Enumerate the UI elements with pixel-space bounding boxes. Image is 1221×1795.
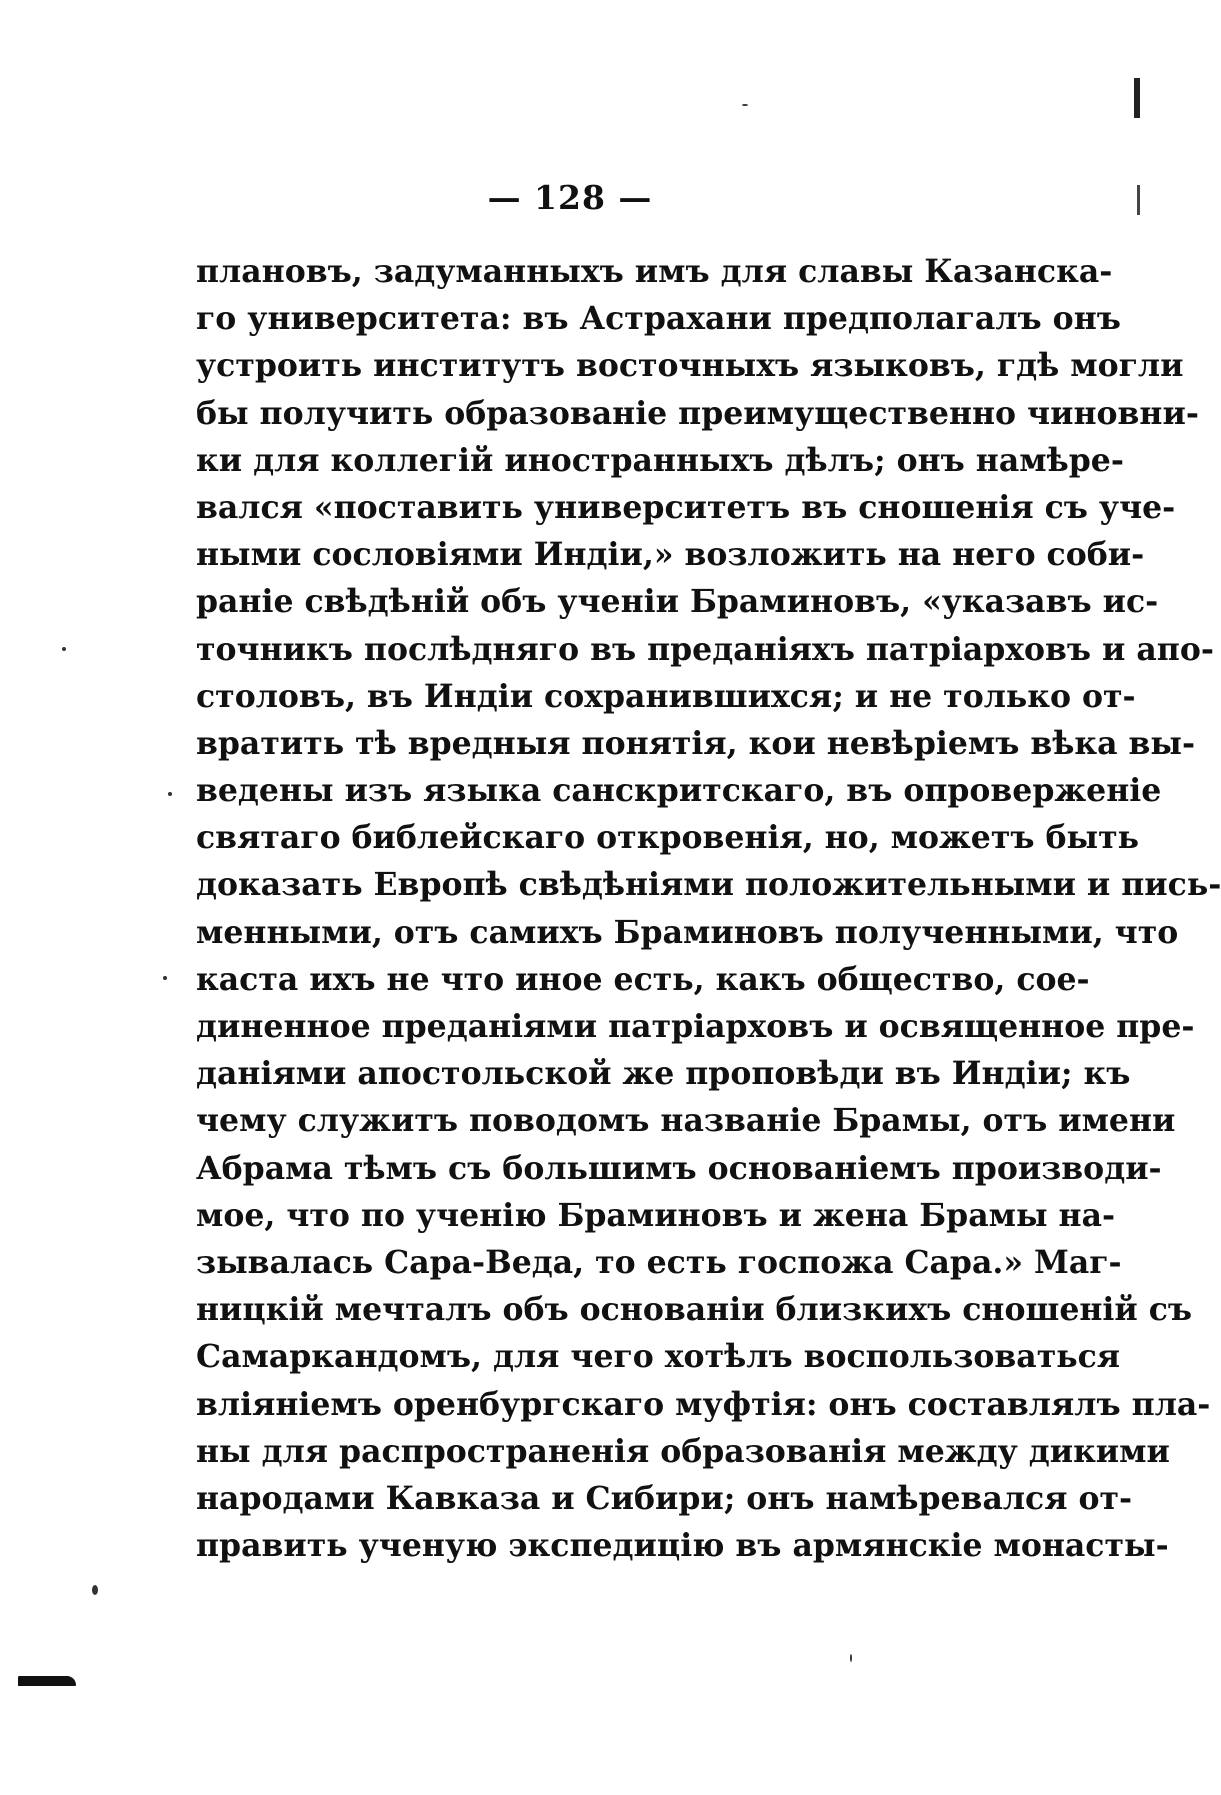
- scan-speck: [742, 104, 748, 106]
- text-line: устроить институтъ восточныхъ языковъ, гдѣ могли: [196, 347, 1184, 385]
- text-line: вался «поставить университетъ въ сношенія съ уче-: [196, 488, 1176, 526]
- text-line: каста ихъ не что иное есть, какъ общество, сое-: [196, 960, 1090, 998]
- text-line: точникъ послѣдняго въ преданіяхъ патріарховъ и апо-: [196, 630, 1214, 668]
- scan-speck: [163, 976, 167, 980]
- text-line: мое, что по ученію Браминовъ и жена Брамы на-: [196, 1196, 1116, 1234]
- text-line: ки для коллегій иностранныхъ дѣлъ; онъ намѣре-: [196, 441, 1124, 479]
- text-line: Самаркандомъ, для чего хотѣлъ воспользоваться: [196, 1338, 1121, 1376]
- text-line: ны для распространенія образованія между дикими: [196, 1432, 1170, 1470]
- text-line: народами Кавказа и Сибири; онъ намѣревался от-: [196, 1479, 1133, 1517]
- scan-speck: [62, 647, 66, 651]
- text-line: раніе свѣдѣній объ ученіи Браминовъ, «указавъ ис-: [196, 583, 1159, 621]
- text-line: чему служитъ поводомъ названіе Брамы, отъ имени: [196, 1102, 1176, 1140]
- text-line: зывалась Сара-Веда, то есть госпожа Сара.» Маг-: [196, 1243, 1122, 1281]
- text-line: вратить тѣ вредныя понятія, кои невѣріемъ вѣка вы-: [196, 724, 1196, 762]
- ink-blot: [18, 1676, 76, 1686]
- text-line: доказать Европѣ свѣдѣніями положительными и пись-: [196, 866, 1221, 904]
- scan-speck: [850, 1654, 852, 1662]
- text-line: вліяніемъ оренбургскаго муфтія: онъ составлялъ пла-: [196, 1385, 1211, 1423]
- text-line: даніями апостольской же проповѣди въ Индіи; къ: [196, 1055, 1131, 1093]
- text-line: ными сословіями Индіи,» возложить на него соби-: [196, 536, 1145, 574]
- text-line: править ученую экспедицію въ армянскіе монасты-: [196, 1527, 1169, 1565]
- scan-edge-mark: [1134, 78, 1140, 118]
- text-line: ницкій мечталъ объ основаніи близкихъ сношеній съ: [196, 1291, 1193, 1329]
- scan-speck: [92, 1585, 98, 1595]
- body-text: [196, 248, 1221, 1569]
- text-line: плановъ, задуманныхъ имъ для славы Казанска-: [196, 253, 1113, 290]
- text-line: го университета: въ Астрахани предполагалъ онъ: [196, 300, 1121, 338]
- text-line: столовъ, въ Индіи сохранившихся; и не только от-: [196, 677, 1136, 715]
- page-number: — 128 —: [487, 178, 653, 217]
- text-line: ведены изъ языка санскритскаго, въ опроверженіе: [196, 772, 1162, 810]
- text-line: диненное преданіями патріарховъ и освященное пре-: [196, 1008, 1195, 1045]
- text-line: менными, отъ самихъ Браминовъ полученными, что: [196, 913, 1179, 951]
- text-line: Абрама тѣмъ съ большимъ основаніемъ производи-: [196, 1149, 1162, 1187]
- text-line: святаго библейскаго откровенія, но, можетъ быть: [196, 819, 1139, 857]
- text-line: бы получить образованіе преимущественно чиновни-: [196, 394, 1199, 432]
- scan-speck: [168, 792, 172, 796]
